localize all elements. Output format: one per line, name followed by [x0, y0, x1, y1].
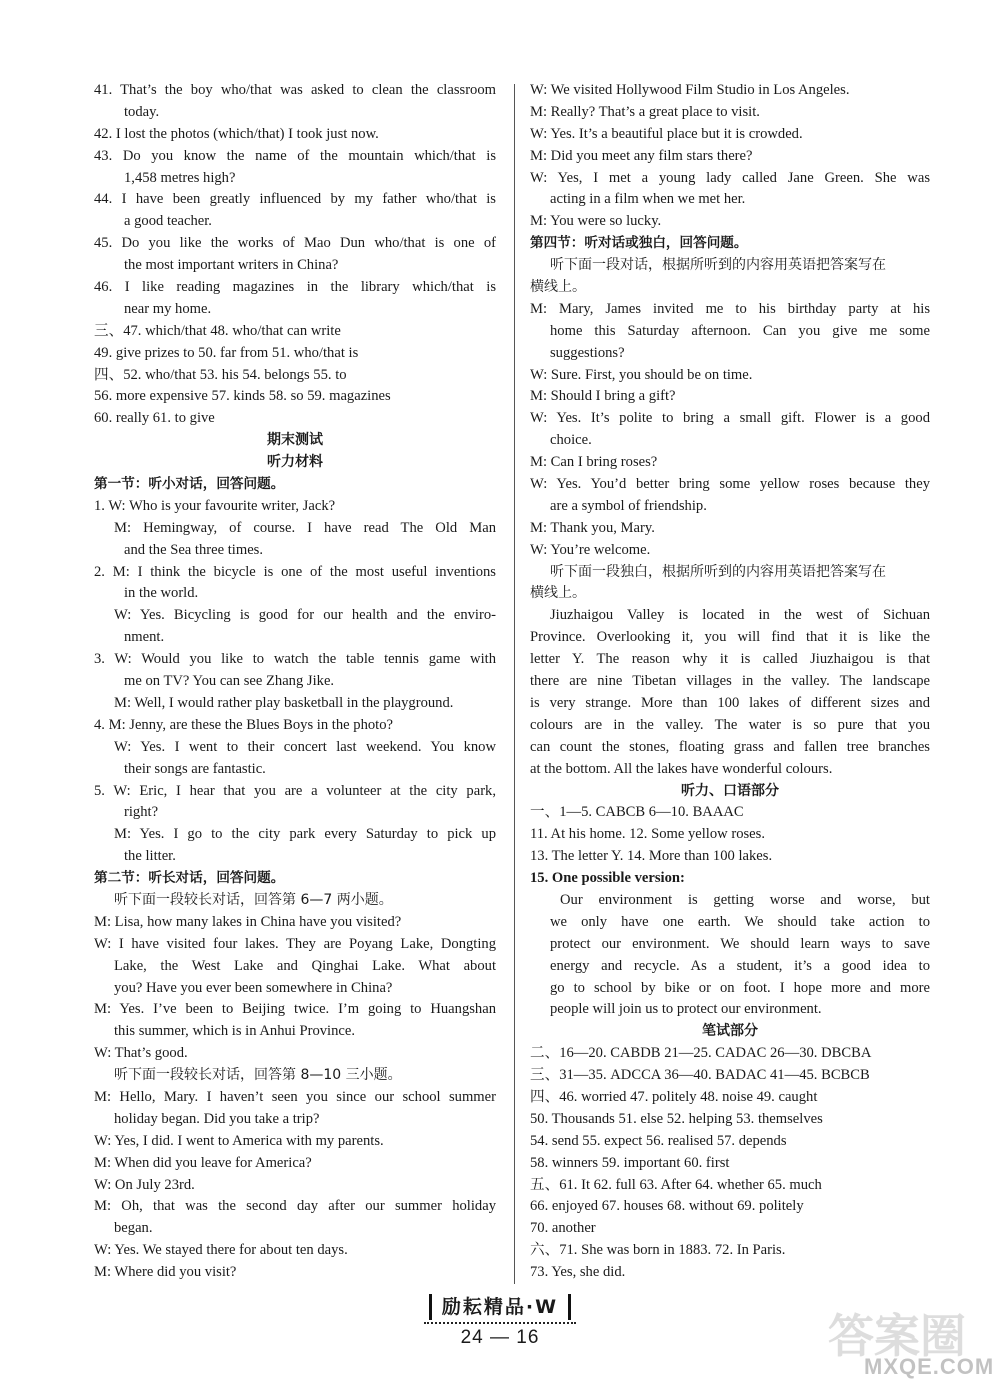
- right-text-line: W: Yes. It’s polite to bring a small gift. Flower is a good: [530, 410, 930, 427]
- left-text-line: M: Hello, Mary. I haven’t seen you since our school summer: [94, 1088, 496, 1105]
- left-text-line: 49. give prizes to 50. far from 51. who/that is: [94, 344, 359, 361]
- left-text-line: 听下面一段较长对话，回答第 8—10 三小题。: [114, 1067, 402, 1084]
- right-text-line: there are nine Tibetan villages in the valley. The landscape: [530, 673, 930, 690]
- left-text-line: M: Yes. I go to the city park every Saturday to pick up: [114, 826, 496, 843]
- left-text-line: 四、52. who/that 53. his 54. belongs 55. to: [94, 366, 347, 383]
- left-text-line: M: Lisa, how many lakes in China have you visited?: [94, 913, 402, 930]
- right-text-line: M: Thank you, Mary.: [530, 519, 655, 536]
- left-text-line: today.: [124, 103, 160, 120]
- left-text-line: holiday began. Did you take a trip?: [114, 1110, 320, 1127]
- right-text-line: is very strange. More than 100 lakes of different sizes and: [530, 694, 930, 711]
- left-text-line: a good teacher.: [124, 213, 212, 230]
- left-text-line: 46. I like reading magazines in the library which/that is: [94, 279, 496, 296]
- left-text-line: 第二节：听长对话，回答问题。: [94, 870, 285, 887]
- left-text-line: the most important writers in China?: [124, 257, 339, 274]
- left-text-line: near my home.: [124, 300, 212, 317]
- right-text-line: Province. Overlooking it, you will find that it is like the: [530, 629, 930, 646]
- left-text-line: 期末测试: [267, 432, 323, 449]
- left-text-line: 45. Do you like the works of Mao Dun who/that is one of: [94, 235, 496, 252]
- right-text-line: 13. The letter Y. 14. More than 100 lakes.: [530, 848, 773, 865]
- right-text-line: at the bottom. All the lakes have wonderful colours.: [530, 760, 833, 777]
- right-text-line: 横线上。: [530, 279, 586, 296]
- right-text-line: M: Should I bring a gift?: [530, 388, 676, 405]
- left-text-line: you? Have you ever been somewhere in China?: [114, 979, 393, 996]
- left-text-line: Lake, the West Lake and Qinghai Lake. What about: [114, 957, 496, 974]
- left-text-line: 三、47. which/that 48. who/that can write: [94, 322, 341, 339]
- left-text-line: W: I have visited four lakes. They are Poyang Lake, Dongting: [94, 935, 496, 952]
- right-text-line: can count the stones, floating grass and fallen tree branches: [530, 738, 930, 755]
- right-text-line: 二、16—20. CABDB 21—25. CADAC 26—30. DBCBA: [530, 1045, 872, 1062]
- right-text-line: W: Sure. First, you should be on time.: [530, 366, 753, 383]
- right-text-line: 70. another: [530, 1220, 596, 1237]
- right-text-line: M: Can I bring roses?: [530, 454, 658, 471]
- right-text-line: 15. One possible version:: [530, 870, 685, 887]
- left-text-line: 听力材料: [267, 454, 323, 471]
- right-text-line: choice.: [550, 432, 592, 449]
- right-text-line: W: Yes, I met a young lady called Jane Green. She was: [530, 169, 930, 186]
- right-text-line: 听下面一段对话，根据所听到的内容用英语把答案写在: [550, 257, 886, 274]
- left-text-line: M: When did you leave for America?: [94, 1154, 312, 1171]
- left-text-line: 41. That’s the boy who/that was asked to clean the classroom: [94, 82, 496, 98]
- right-text-line: 四、46. worried 47. politely 48. noise 49. caught: [530, 1088, 818, 1105]
- right-text-line: M: Mary, James invited me to his birthday party at his: [530, 300, 930, 317]
- watermark-url: MXQE.COM: [864, 1354, 995, 1379]
- right-text-line: suggestions?: [550, 344, 625, 361]
- left-text-line: M: Yes. I’ve been to Beijing twice. I’m going to Huangshan: [94, 1001, 496, 1018]
- left-text-line: W: Yes, I did. I went to America with my parents.: [94, 1132, 384, 1149]
- left-column: [94, 80, 496, 1284]
- left-text-line: M: Oh, that was the second day after our summer holiday: [94, 1198, 496, 1215]
- right-text-line: W: We visited Hollywood Film Studio in Los Angeles.: [530, 82, 850, 98]
- left-text-line: W: On July 23rd.: [94, 1176, 195, 1193]
- right-text-line: we only have one earth. We should take action to: [550, 913, 930, 930]
- right-text-line: 11. At his home. 12. Some yellow roses.: [530, 826, 765, 843]
- left-text-line: right?: [124, 804, 159, 821]
- left-text-line: their songs are fantastic.: [124, 760, 266, 777]
- left-text-line: 44. I have been greatly influenced by my father who/that is: [94, 191, 496, 208]
- left-text-line: me on TV? You can see Zhang Jike.: [124, 673, 335, 690]
- left-text-line: 3. W: Would you like to watch the table tennis game with: [94, 651, 496, 668]
- right-text-line: Our environment is getting worse and worse, but: [560, 891, 930, 908]
- left-text-line: 1. W: Who is your favourite writer, Jack?: [94, 497, 336, 514]
- left-text-line: 42. I lost the photos (which/that) I took just now.: [94, 125, 379, 142]
- column-divider: [514, 84, 515, 1284]
- right-text-line: energy and recycle. As a student, it’s a good idea to: [550, 957, 930, 974]
- right-text-line: letter Y. The reason why it is called Jiuzhaigou is that: [530, 651, 930, 668]
- left-text-line: 43. Do you know the name of the mountain which/that is: [94, 147, 496, 164]
- left-text-line: began.: [114, 1220, 153, 1237]
- right-text-line: go to school by bike or on foot. I hope more and more: [550, 979, 930, 996]
- left-text-line: nment.: [124, 629, 165, 646]
- left-text-line: 4. M: Jenny, are these the Blues Boys in the photo?: [94, 716, 393, 733]
- right-text-line: 54. send 55. expect 56. realised 57. depends: [530, 1132, 787, 1149]
- left-text-line: M: Well, I would rather play basketball in the playground.: [114, 694, 454, 711]
- right-text-line: M: Did you meet any film stars there?: [530, 147, 753, 164]
- right-text-line: colours are in the valley. The water is so pure that you: [530, 716, 930, 733]
- left-text-line: 56. more expensive 57. kinds 58. so 59. magazines: [94, 388, 391, 405]
- left-text-line: 听下面一段较长对话，回答第 6—7 两小题。: [114, 891, 393, 908]
- right-text-line: 听下面一段独白，根据所听到的内容用英语把答案写在: [550, 563, 886, 580]
- right-text-line: acting in a film when we met her.: [550, 191, 746, 208]
- left-text-line: this summer, which is in Anhui Province.: [114, 1023, 356, 1040]
- right-column: [530, 80, 930, 1284]
- left-text-line: M: Hemingway, of course. I have read The Old Man: [114, 519, 496, 536]
- right-text-line: home this Saturday afternoon. Can you give me some: [550, 322, 930, 339]
- left-text-line: 2. M: I think the bicycle is one of the most useful inventions: [94, 563, 496, 580]
- watermark-logo: 答案圈: [828, 1309, 966, 1363]
- left-text-line: W: Yes. We stayed there for about ten days.: [94, 1242, 348, 1259]
- right-text-line: W: Yes. It’s a beautiful place but it is crowded.: [530, 125, 803, 142]
- right-text-line: 五、61. It 62. full 63. After 64. whether 65. much: [530, 1176, 822, 1193]
- left-text-line: 5. W: Eric, I hear that you are a volunteer at the city park,: [94, 782, 496, 799]
- right-text-line: 听力、口语部分: [681, 782, 779, 799]
- right-text-line: people will join us to protect our environment.: [550, 1001, 822, 1018]
- page-number: 24 — 16: [460, 1327, 540, 1348]
- right-text-line: 一、1—5. CABCB 6—10. BAAAC: [530, 804, 744, 821]
- right-text-line: 第四节：听对话或独白，回答问题。: [530, 235, 748, 252]
- left-text-line: M: Where did you visit?: [94, 1264, 237, 1281]
- footer-dotted-line: [424, 1322, 576, 1325]
- right-text-line: 66. enjoyed 67. houses 68. without 69. politely: [530, 1198, 804, 1215]
- right-text-line: Jiuzhaigou Valley is located in the west of Sichuan: [550, 607, 930, 624]
- left-text-line: W: Yes. I went to their concert last weekend. You know: [114, 738, 496, 755]
- right-text-line: 73. Yes, she did.: [530, 1264, 626, 1281]
- right-text-line: 50. Thousands 51. else 52. helping 53. themselves: [530, 1110, 823, 1127]
- right-text-line: protect our environment. We should learn ways to save: [550, 935, 930, 952]
- left-text-line: W: That’s good.: [94, 1045, 188, 1062]
- right-text-line: 横线上。: [530, 585, 586, 602]
- right-text-line: are a symbol of friendship.: [550, 497, 707, 514]
- left-text-line: and the Sea three times.: [124, 541, 263, 558]
- left-text-line: 第一节：听小对话，回答问题。: [94, 476, 285, 493]
- right-text-line: 三、31—35. ADCCA 36—40. BADAC 41—45. BCBCB: [530, 1067, 870, 1084]
- right-text-line: W: You’re welcome.: [530, 541, 651, 558]
- right-text-line: 笔试部分: [702, 1023, 758, 1040]
- right-text-line: 58. winners 59. important 60. first: [530, 1154, 730, 1171]
- right-text-line: W: Yes. You’d better bring some yellow roses because they: [530, 476, 930, 493]
- left-text-line: 60. really 61. to give: [94, 410, 215, 427]
- left-text-line: 1,458 metres high?: [124, 169, 236, 186]
- right-text-line: M: You were so lucky.: [530, 213, 662, 230]
- right-text-line: 六、71. She was born in 1883. 72. In Paris.: [530, 1242, 786, 1259]
- left-text-line: in the world.: [124, 585, 199, 602]
- left-text-line: W: Yes. Bicycling is good for our health and the enviro-: [114, 607, 496, 624]
- left-text-line: the litter.: [124, 848, 176, 865]
- right-text-line: M: Really? That’s a great place to visit.: [530, 103, 760, 120]
- brand-logo: 励耘精品·W: [429, 1294, 571, 1320]
